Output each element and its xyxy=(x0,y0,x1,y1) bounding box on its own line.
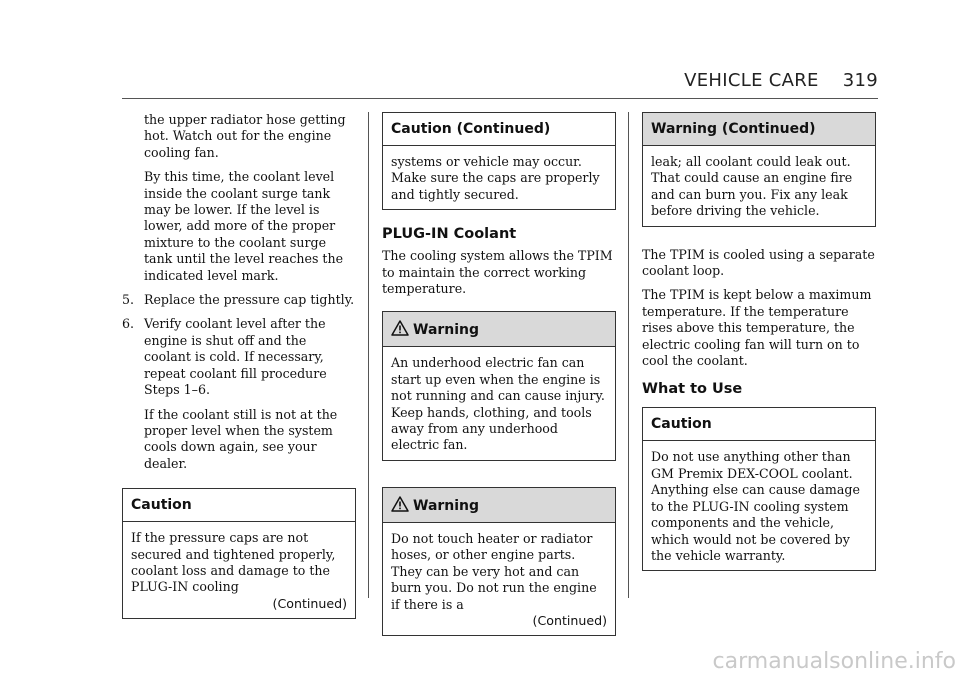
step-text: Replace the pressure cap tightly. xyxy=(144,292,355,308)
continued-label: (Continued) xyxy=(272,595,347,611)
step-number: 5. xyxy=(122,292,135,308)
tpim-temperature-paragraph: The TPIM is kept below a maximum temperature. If the temperature rises above this temperature, the electric cooling fan will turn on to cool the coolant. xyxy=(642,287,872,369)
section-title: VEHICLE CARE xyxy=(684,70,819,91)
warning-title: Warning xyxy=(413,322,480,339)
warning-triangle-icon xyxy=(391,320,409,336)
warning-box-hoses xyxy=(382,487,616,636)
caution-continued-box xyxy=(382,112,616,210)
warning-continued-body: leak; all coolant could leak out. That could cause an engine fire and can burn you. Fix any leak before driving the vehicle. xyxy=(651,154,853,219)
coolant-level-paragraph: By this time, the coolant level inside the coolant surge tank may be lower. If the level is lower, add more of the proper mixture to the coolant surge tank until the level reaches the indicated level mark. xyxy=(144,169,344,283)
continued-paragraph: the upper radiator hose getting hot. Watch out for the engine cooling fan. xyxy=(144,112,346,160)
caution-title: Caution xyxy=(123,489,355,522)
step-6 xyxy=(122,316,356,398)
caution-continued-body: systems or vehicle may occur. Make sure the caps are properly and tightly secured. xyxy=(391,154,600,202)
warning-continued-title: Warning (Continued) xyxy=(643,113,875,146)
section-heading-what-to-use: What to Use xyxy=(642,381,743,398)
section-heading-plugin-coolant: PLUG-IN Coolant xyxy=(382,226,517,243)
step-text: Verify coolant level after the engine is shut off and the coolant is cold. If necessary, repeat coolant fill procedure Steps 1–6. xyxy=(144,316,327,398)
warning-continued-box xyxy=(642,112,876,227)
step-5 xyxy=(122,292,356,308)
watermark: carmanualsonline.info xyxy=(712,649,956,674)
step-number: 6. xyxy=(122,316,135,332)
warning-body: Do not touch heater or radiator hoses, or other engine parts. They can be very hot and can burn you. Do not run the engine if there is a xyxy=(391,530,597,612)
continued-label: (Continued) xyxy=(532,612,607,628)
header-rule xyxy=(122,98,878,99)
caution-title: Caution xyxy=(643,408,875,441)
caution-continued-title: Caution (Continued) xyxy=(383,113,615,146)
column-divider-1 xyxy=(368,112,369,598)
caution-box-coolant xyxy=(642,407,876,571)
caution-body: Do not use anything other than GM Premix DEX-COOL coolant. Anything else can cause damage to the PLUG-IN cooling system components and the vehicle, which would not be covered by the vehicle warranty. xyxy=(651,449,860,563)
caution-box xyxy=(122,488,356,619)
warning-title: Warning xyxy=(413,497,480,514)
warning-box-fan xyxy=(382,311,616,460)
column-1 xyxy=(122,112,356,619)
column-divider-2 xyxy=(628,112,629,598)
warning-body: An underhood electric fan can start up even when the engine is not running and can cause injury. Keep hands, clothing, and tools away from any underhood electric fan. xyxy=(391,355,605,453)
page-number: 319 xyxy=(842,70,878,91)
cooling-system-paragraph: The cooling system allows the TPIM to maintain the correct working temperature. xyxy=(382,248,613,297)
column-3 xyxy=(642,112,876,571)
tpim-cooling-paragraph: The TPIM is cooled using a separate coolant loop. xyxy=(642,246,875,279)
warning-triangle-icon xyxy=(391,496,409,512)
dealer-paragraph: If the coolant still is not at the proper level when the system cools down again, see your dealer. xyxy=(144,406,338,471)
caution-body: If the pressure caps are not secured and tightened properly, coolant loss and damage to the PLUG-IN cooling xyxy=(131,530,336,595)
column-2 xyxy=(382,112,616,636)
